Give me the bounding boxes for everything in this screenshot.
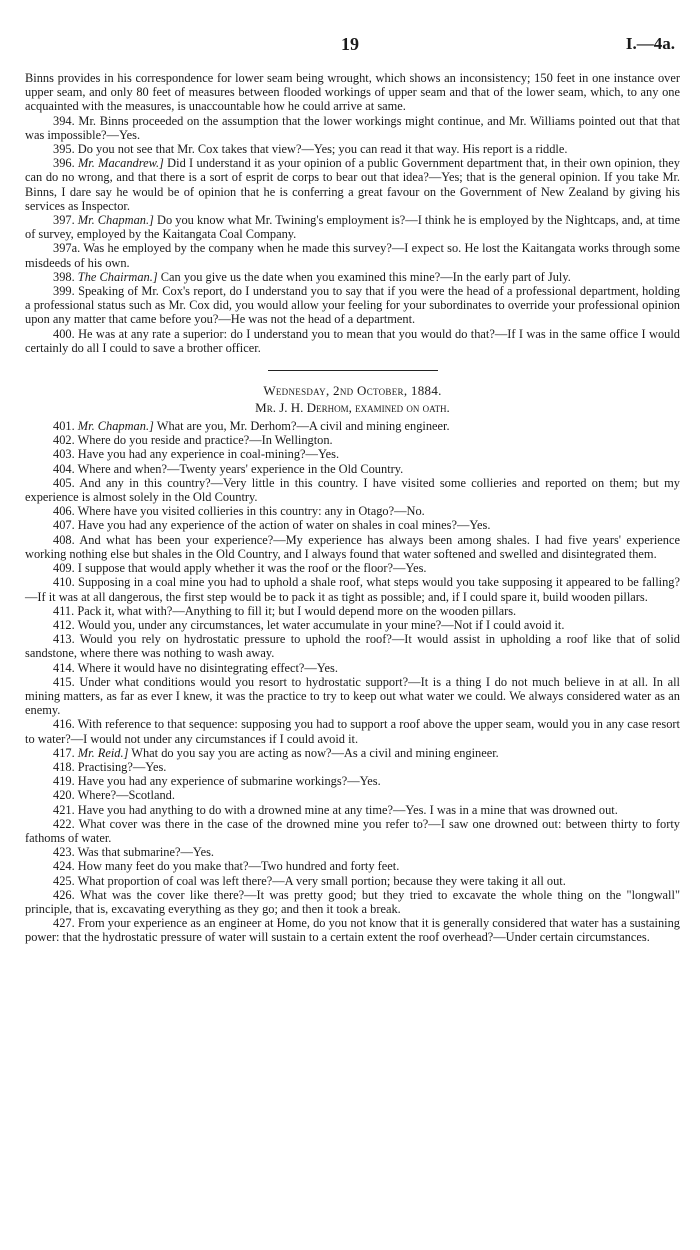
question-text: What are you, Mr. Derhom?—A civil and mining engineer.	[156, 419, 450, 434]
question-paragraph	[25, 327, 680, 355]
question-paragraph	[25, 462, 680, 476]
question-number: 412.	[53, 617, 75, 632]
question-paragraph	[25, 241, 680, 269]
question-text: Have you had any experience of submarine workings?—Yes.	[77, 774, 381, 789]
question-number: 427.	[53, 916, 75, 931]
question-text: What proportion of coal was left there?—A very small portion; because they were taking it all out.	[77, 873, 566, 888]
question-paragraph	[25, 817, 680, 845]
document-reference: I.—4a.	[625, 34, 675, 53]
question-number: 411.	[53, 603, 75, 618]
question-paragraph	[25, 518, 680, 532]
question-number: 426.	[53, 887, 75, 902]
session-date-text: Wednesday, 2nd October, 1884.	[263, 383, 442, 399]
speaker-name: Mr. Reid.]	[77, 745, 129, 760]
question-number: 413.	[53, 632, 75, 647]
question-paragraph	[25, 561, 680, 575]
question-paragraph	[25, 575, 680, 603]
question-number: 404.	[53, 461, 75, 476]
question-number: 418.	[53, 759, 75, 774]
opening-paragraph: Binns provides in his correspondence for lower seam being wrought, which shows an inconsistency; 150 feet in one instance over upper seam, and only 80 feet of measures between flooded workings of upper seam and that of the lower seam, which, to any one acquainted with the measures, is unaccountable how he could arrive at same.	[25, 71, 680, 114]
question-text: With reference to that sequence: supposing you had to support a roof above the upper seam, would you in any case resort to water?—I would not under any circumstances if I could avoid it.	[25, 717, 680, 746]
question-text: What do you say you are acting as now?—As a civil and mining engineer.	[131, 745, 499, 760]
question-paragraph	[25, 270, 680, 284]
question-paragraph	[25, 888, 680, 916]
question-text: Have you had anything to do with a drowned mine at any time?—Yes. I was in a mine that was drowned out.	[77, 802, 618, 817]
question-number: 425.	[53, 873, 75, 888]
question-paragraph	[25, 284, 680, 327]
question-number: 405.	[53, 475, 75, 490]
question-paragraph	[25, 803, 680, 817]
session-date	[25, 382, 680, 399]
question-number: 397a.	[53, 241, 81, 256]
question-number: 398.	[53, 269, 75, 284]
question-number: 394.	[53, 113, 75, 128]
witness-heading	[25, 399, 680, 416]
question-paragraph	[25, 746, 680, 760]
question-paragraph	[25, 142, 680, 156]
question-text: What cover was there in the case of the drowned mine you refer to?—I saw one drowned out: between thirty to forty fathoms of water.	[25, 816, 680, 845]
question-paragraph	[25, 476, 680, 504]
question-text: What was the cover like there?—It was pretty good; but they tried to excavate the whole thing on the "longwall" principle, that is, excavating everything as they go; and then it took a break.	[25, 887, 681, 916]
document-body	[25, 71, 680, 945]
question-paragraph	[25, 433, 680, 447]
question-text: Was that submarine?—Yes.	[77, 845, 214, 860]
question-text: From your experience as an engineer at Home, do you not know that it is generally considered that water has a sustaining power: that the hydrostatic pressure of water will sustain to a certain extent the roof overhead?—Under certain circumstances.	[25, 916, 680, 945]
page-number: 19	[341, 34, 359, 54]
question-number: 419.	[53, 774, 75, 789]
question-paragraph	[25, 213, 680, 241]
speaker-name: Mr. Chapman.]	[77, 213, 154, 228]
speaker-name: The Chairman.]	[77, 269, 158, 284]
question-number: 420.	[53, 788, 75, 803]
question-paragraph	[25, 447, 680, 461]
question-paragraph	[25, 916, 680, 944]
question-number: 409.	[53, 561, 75, 576]
question-paragraph	[25, 533, 680, 561]
question-number: 410.	[53, 575, 75, 590]
question-paragraph	[25, 114, 680, 142]
question-paragraph	[25, 419, 680, 433]
question-text: Have you had any experience of the action of water on shales in coal mines?—Yes.	[77, 518, 491, 533]
question-text: Pack it, what with?—Anything to fill it; but I would depend more on the wooden pillars.	[77, 603, 517, 618]
question-number: 408.	[53, 532, 75, 547]
question-text: Where it would have no disintegrating effect?—Yes.	[77, 660, 338, 675]
question-number: 422.	[53, 816, 75, 831]
question-paragraph	[25, 774, 680, 788]
question-number: 417.	[53, 745, 75, 760]
question-paragraph	[25, 632, 680, 660]
question-paragraph	[25, 618, 680, 632]
question-number: 406.	[53, 504, 75, 519]
question-number: 424.	[53, 859, 75, 874]
question-text: Practising?—Yes.	[77, 759, 167, 774]
question-text: And any in this country?—Very little in this country. I have visited some collieries and reported on them; but my experience is almost solely in the Old Country.	[25, 475, 680, 505]
question-text: Do you not see that Mr. Cox takes that view?—Yes; you can read it that way. His report is a riddle.	[77, 142, 568, 157]
question-paragraph	[25, 845, 680, 859]
question-text: Under what conditions would you resort to hydrostatic support?—It is a thing I do not much believe in at all. In all mining matters, as far as ever I knew, it was the practice to try to keep out what water we could. We always considered water as an enemy.	[25, 674, 680, 718]
question-text: Can you give us the date when you examined this mine?—In the early part of July.	[160, 269, 571, 284]
question-number: 400.	[53, 326, 75, 341]
question-paragraph	[25, 760, 680, 774]
question-text: Would you, under any circumstances, let water accumulate in your mine?—Not if I could avoid it.	[77, 617, 565, 632]
question-text: Would you rely on hydrostatic pressure to uphold the roof?—It would assist in upholding a roof like that of solid sandstone, where there was nothing to wash away.	[25, 632, 681, 661]
question-paragraph	[25, 859, 680, 873]
question-text: Speaking of Mr. Cox's report, do I understand you to say that if you were the head of a professional department, holding a professional status such as Mr. Cox did, you would allow your feeling for your subordinates to override your professional opinion upon any matter that came before you?—He was not the head of a department.	[25, 284, 680, 327]
question-text: Do you know what Mr. Twining's employment is?—I think he is employed by the Nightcaps, and, at time of survey, employed by the Kaitangata Coal Company.	[25, 213, 680, 242]
section-divider	[268, 370, 438, 371]
question-paragraph	[25, 156, 680, 213]
question-text: Where do you reside and practice?—In Wellington.	[77, 433, 333, 448]
question-text: Where?—Scotland.	[77, 788, 175, 803]
question-number: 395.	[53, 142, 75, 157]
speaker-name: Mr. Chapman.]	[77, 419, 154, 434]
question-text: Supposing in a coal mine you had to uphold a shale roof, what steps would you take supposing it appeared to be falling?—If it was at all dangerous, the first step would be to pack it as tight as possible; and, if I could spare it, build wooden pillars.	[25, 575, 680, 604]
question-text: How many feet do you make that?—Two hundred and forty feet.	[77, 859, 400, 874]
evidence-block-first	[25, 114, 680, 355]
question-text: I suppose that would apply whether it was the roof or the floor?—Yes.	[77, 561, 427, 576]
question-number: 423.	[53, 845, 75, 860]
question-number: 401.	[53, 419, 75, 434]
question-number: 399.	[53, 284, 75, 299]
question-number: 397.	[53, 213, 75, 228]
question-text: And what has been your experience?—My experience has always been among shales. I had five years' experience working nothing else but shales in the Old Country, and I always found that water softened and swelled and disintegrated them.	[25, 532, 680, 561]
question-text: Where have you visited collieries in this country: any in Otago?—No.	[77, 504, 425, 519]
speaker-name: Mr. Macandrew.]	[77, 156, 164, 171]
witness-heading-text: Mr. J. H. Derhom, examined on oath.	[255, 400, 450, 416]
question-number: 415.	[53, 674, 75, 689]
question-paragraph	[25, 661, 680, 675]
question-paragraph	[25, 717, 680, 745]
question-number: 407.	[53, 518, 75, 533]
evidence-block-second	[25, 419, 680, 945]
question-paragraph	[25, 788, 680, 802]
question-paragraph	[25, 504, 680, 518]
question-number: 396.	[53, 156, 75, 171]
question-paragraph	[25, 675, 680, 718]
question-text: He was at any rate a superior: do I understand you to mean that you would do that?—If I was in the same office I would certainly do all I could to save a brother officer.	[25, 326, 680, 355]
question-number: 421.	[53, 802, 75, 817]
question-paragraph	[25, 874, 680, 888]
question-text: Mr. Binns proceeded on the assumption that the lower workings might continue, and Mr. Williams pointed out that that was impossible?—Yes.	[25, 113, 680, 142]
question-number: 403.	[53, 447, 75, 462]
question-number: 416.	[53, 717, 75, 732]
question-text: Did I understand it as your opinion of a public Government department that, in their own opinion, they can do no wrong, and that there is a sort of esprit de corps to bear out that idea?—Yes; that is the general opinion. If you take Mr. Binns, I dare say he would be of opinion that he is conferring a great favour on the Government of New Zealand by giving his services as Inspector.	[25, 156, 680, 213]
question-text: Was he employed by the company when he made this survey?—I expect so. He lost the Kaitangata works through some misdeeds of his own.	[25, 241, 680, 270]
question-text: Have you had any experience in coal-mining?—Yes.	[77, 447, 340, 462]
page-header	[0, 34, 700, 58]
question-number: 402.	[53, 433, 75, 448]
question-paragraph	[25, 604, 680, 618]
question-number: 414.	[53, 660, 75, 675]
question-text: Where and when?—Twenty years' experience in the Old Country.	[77, 461, 404, 476]
